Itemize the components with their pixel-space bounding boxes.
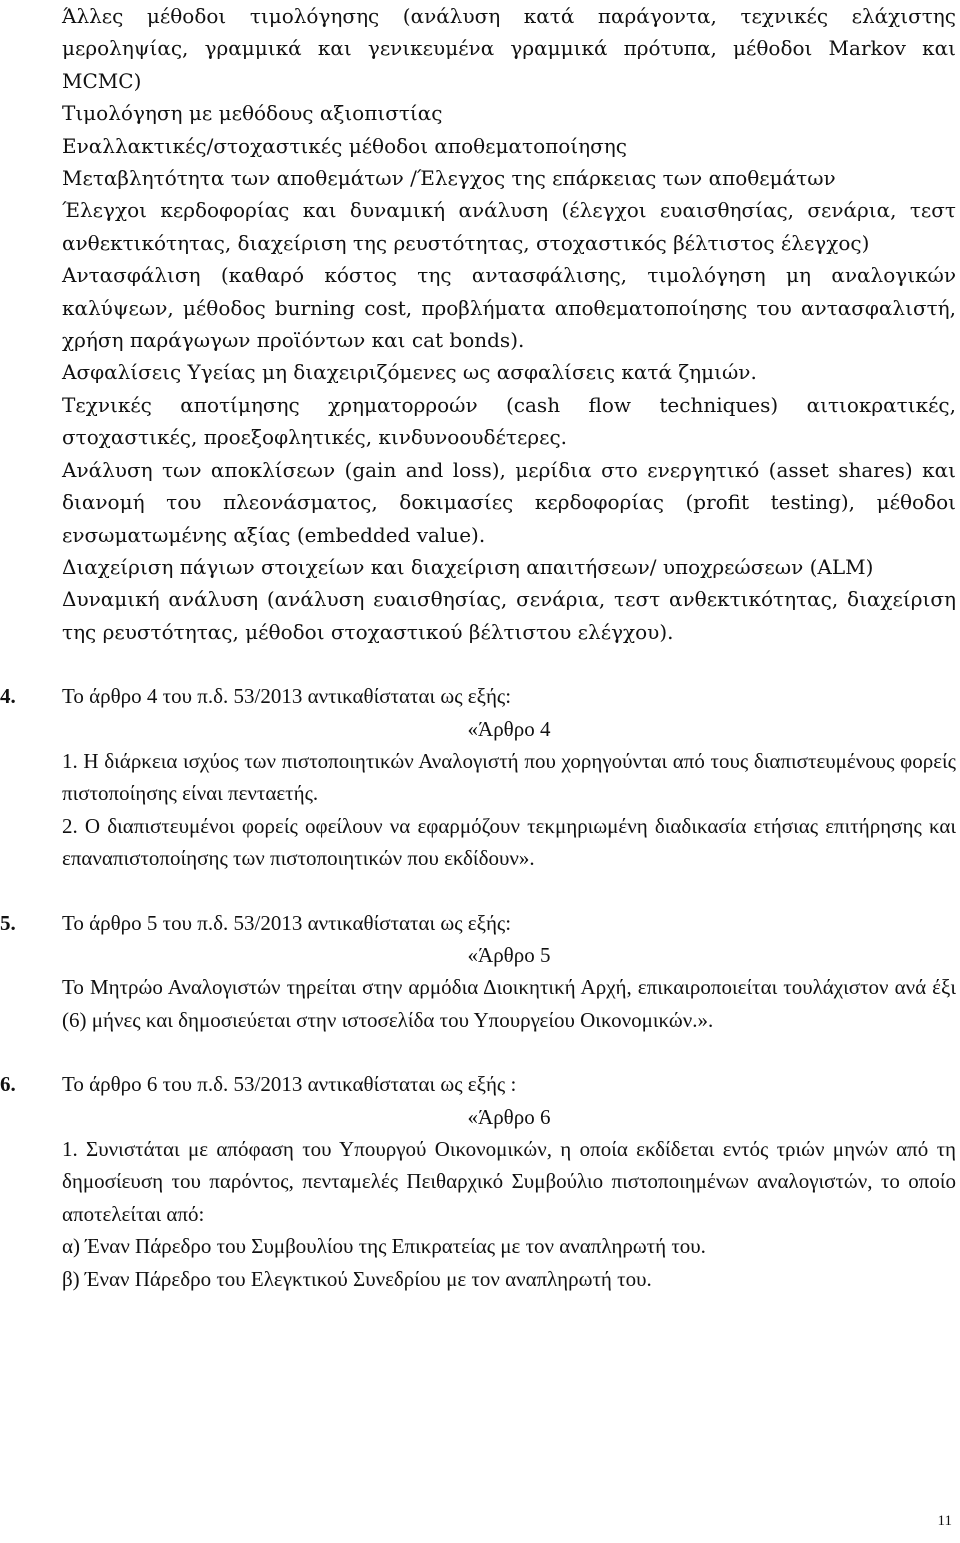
section-4 [0,680,956,874]
section-heading-text: Το άρθρο 6 του π.δ. 53/2013 αντικαθίσταται ως εξής : [62,1072,517,1097]
topic-item: Ασφαλίσεις Υγείας μη διαχειριζόμενες ως ασφαλίσεις κατά ζημιών. [62,360,757,385]
article-paragraph: α) Έναν Πάρεδρο του Συμβουλίου της Επικρατείας με τον αναπληρωτή του. [62,1234,706,1259]
topic-list [62,0,956,648]
topic-item: Μεταβλητότητα των αποθεμάτων /Έλεγχος της επάρκειας των αποθεμάτων [62,166,836,191]
topic-item: Άλλες μέθοδοι τιμολόγησης (ανάλυση κατά παράγοντα, τεχνικές ελάχιστης μεροληψίας, γραμμικά και γενικευμένα γραμμικά πρότυπα, μέθοδοι Markov και MCMC) [62,4,956,93]
section-number: 5. [0,910,16,935]
section-heading [0,680,956,712]
article-paragraph: β) Έναν Πάρεδρο του Ελεγκτικού Συνεδρίου με τον αναπληρωτή του. [62,1266,652,1291]
topic-item: Τιμολόγηση με μεθόδους αξιοπιστίας [62,101,443,126]
topic-item: Ανάλυση των αποκλίσεων (gain and loss), μερίδια στο ενεργητικό (asset shares) και διανομή του πλεονάσματος, δοκιμασίες κερδοφορίας (profit testing), μέθοδοι ενσωματωμένης αξίας (embedded value). [62,457,956,547]
page-number: 11 [937,1513,952,1529]
topic-item: Τεχνικές αποτίμησης χρηματορροών (cash flow techniques) αιτιοκρατικές, στοχαστικές, προεξοφλητικές, κινδυνοουδέτερες. [62,392,956,450]
section-6 [0,1068,956,1295]
article-paragraph: 1. Η διάρκεια ισχύος των πιστοποιητικών Αναλογιστή που χορηγούνται από τους διαπιστευμένους φορείς πιστοποίησης είναι πενταετής. [62,748,956,806]
topic-item: Εναλλακτικές/στοχαστικές μέθοδοι αποθεματοποίησης [62,133,627,158]
article-title: «Άρθρο 4 [467,716,551,741]
section-number: 6. [0,1072,16,1097]
article-paragraph: Το Μητρώο Αναλογιστών τηρείται στην αρμόδια Διοικητική Αρχή, επικαιροποιείται τουλάχιστον ανά έξι (6) μήνες και δημοσιεύεται στην ιστοσελίδα του Υπουργείου Οικονομικών.». [62,975,956,1032]
section-heading [0,1068,956,1100]
section-heading-text: Το άρθρο 4 του π.δ. 53/2013 αντικαθίσταται ως εξής: [62,684,512,709]
article-title: «Άρθρο 6 [467,1104,551,1129]
article-paragraph: 2. Ο διαπιστευμένοι φορείς οφείλουν να εφαρμόζουν τεκμηριωμένη διαδικασία ετήσιας επιτήρησης και επαναπιστοποίησης των πιστοποιητικών που εκδίδουν». [62,813,956,871]
section-heading-text: Το άρθρο 5 του π.δ. 53/2013 αντικαθίσταται ως εξής: [62,910,512,935]
section-5 [0,907,956,1037]
article-paragraph: 1. Συνιστάται με απόφαση του Υπουργού Οικονομικών, η οποία εκδίδεται εντός τριών μηνών από τη δημοσίευση του παρόντος, πενταμελές Πειθαρχικό Συμβούλιο πιστοποιημένων αναλογιστών, το οποίο αποτελείται από: [62,1137,956,1226]
section-number: 4. [0,684,16,709]
topic-item: Δυναμική ανάλυση (ανάλυση ευαισθησίας, σενάρια, τεστ ανθεκτικότητας, διαχείριση της ρευστότητας, μέθοδοι στοχαστικού βέλτιστου ελέγχου). [62,587,956,644]
section-heading [0,907,956,939]
topic-item: Διαχείριση πάγιων στοιχείων και διαχείριση απαιτήσεων/ υποχρεώσεων (ALM) [62,554,874,579]
topic-item: Αντασφάλιση (καθαρό κόστος της αντασφάλισης, τιμολόγηση μη αναλογικών καλύψεων, μέθοδος burning cost, προβλήματα αποθεματοποίησης του αντασφαλιστή, χρήση παράγωγων προϊόντων και cat bonds). [62,263,956,353]
article-title: «Άρθρο 5 [467,942,551,967]
topic-item: Έλεγχοι κερδοφορίας και δυναμική ανάλυση (έλεγχοι ευαισθησίας, σενάρια, τεστ ανθεκτικότητας, διαχείριση της ρευστότητας, στοχαστικός βέλτιστος έλεγχος) [62,198,956,255]
